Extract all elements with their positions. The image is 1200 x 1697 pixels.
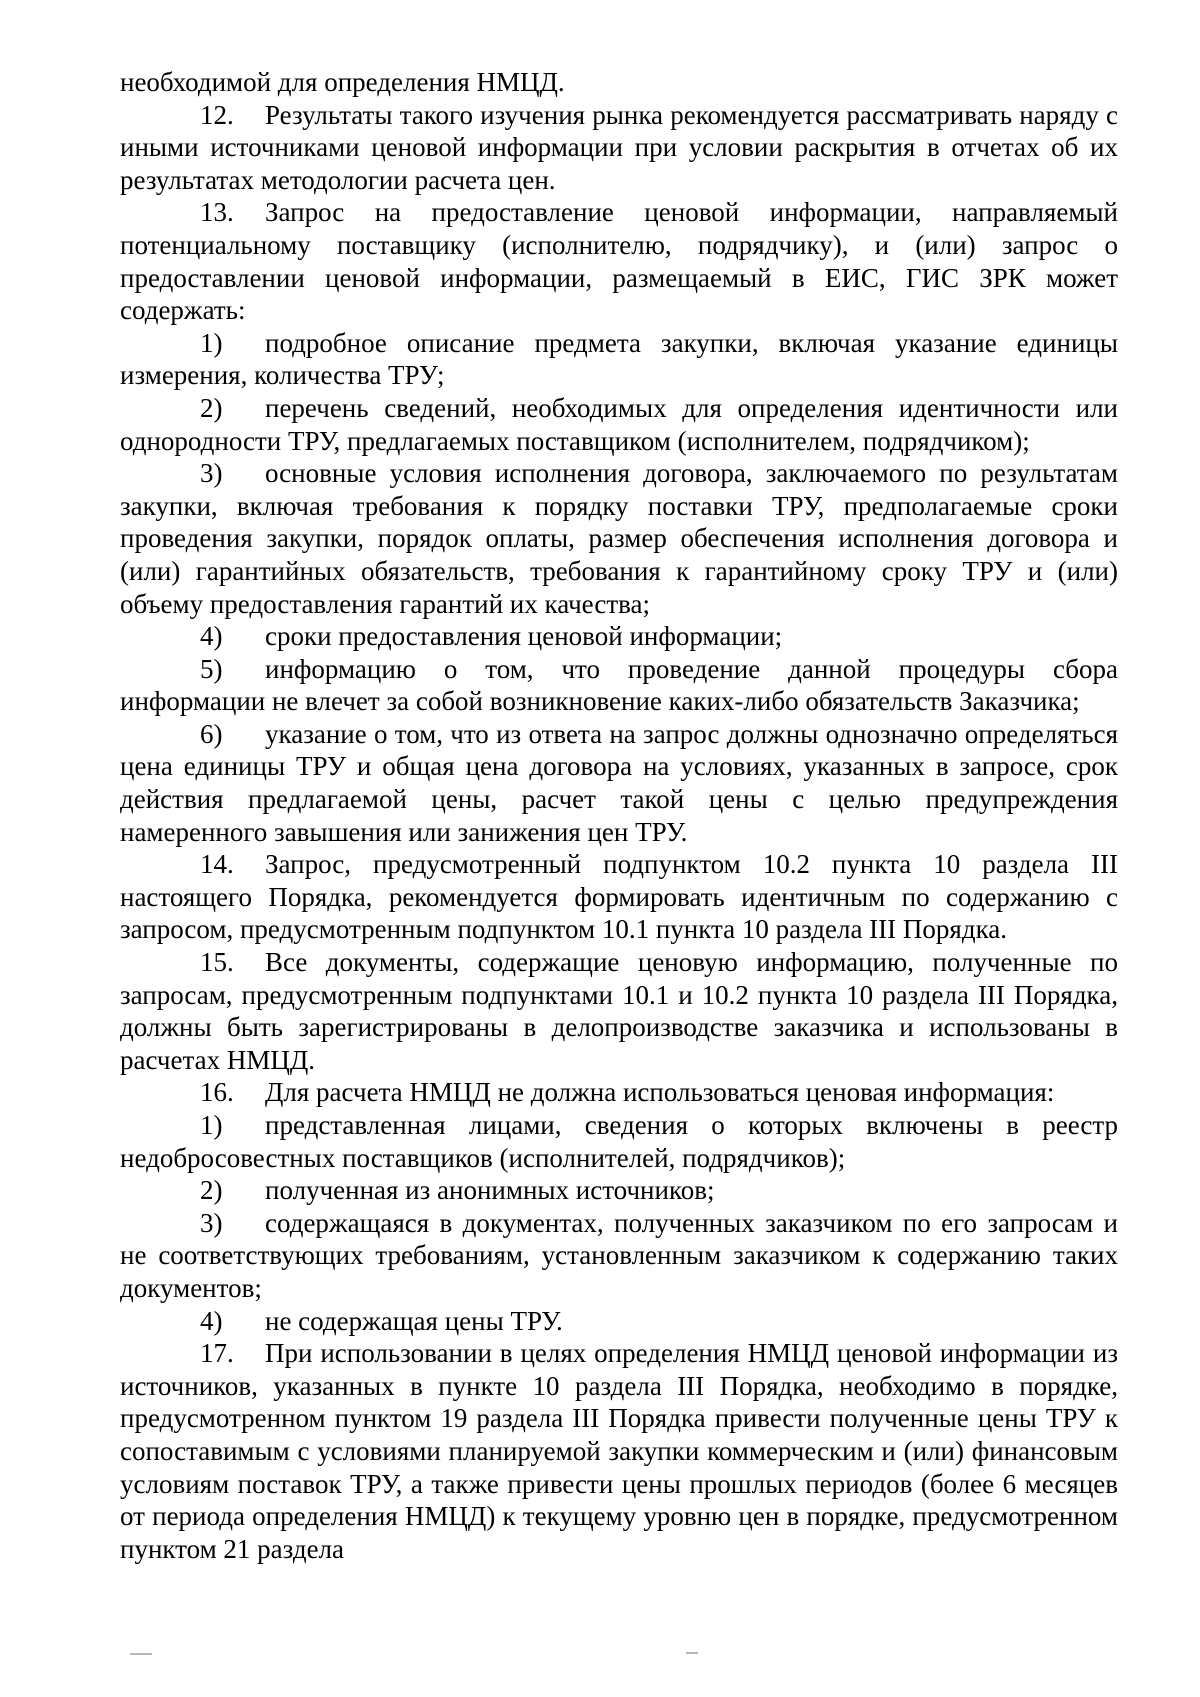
paragraph-number: 12. [200, 99, 234, 130]
list-item-16-3 [120, 1207, 1118, 1305]
list-item-number: 6) [200, 718, 223, 749]
list-item-number: 2) [200, 392, 223, 423]
list-item-13-5 [120, 653, 1118, 718]
list-item-text: информацию о том, что проведение данной процедуры сбора информации не влечет за собой возникновение каких-либо обязательств Заказчика; [120, 653, 1118, 717]
paragraph-text: При использовании в целях определения НМЦД ценовой информации из источников, указанных в пункте 10 раздела III Порядка, необходимо в порядке, предусмотренном пунктом 19 раздела III Порядка привести полученные цены ТРУ к сопоставимым с условиями планируемой закупки коммерческим и (или) финансовым условиям поставок ТРУ, а также привести цены прошлых периодов (более 6 месяцев от периода определения НМЦД) к текущему уровню цен в порядке, предусмотренном пунктом 21 раздела [120, 1338, 1118, 1564]
list-item-text: сроки предоставления ценовой информации; [265, 621, 783, 652]
list-item-number: 4) [200, 1305, 223, 1336]
paragraph-15 [120, 946, 1118, 1076]
paragraph-12 [120, 99, 1118, 197]
list-item-text: содержащаяся в документах, полученных заказчиком по его запросам и не соответствующих требованиям, установленным заказчиком к содержанию таких документов; [120, 1207, 1118, 1303]
list-item-16-1 [120, 1109, 1118, 1174]
list-item-text: подробное описание предмета закупки, включая указание единицы измерения, количества ТРУ; [120, 327, 1118, 391]
document-page [120, 66, 1118, 1565]
paragraph-14 [120, 848, 1118, 946]
paragraph-text: Результаты такого изучения рынка рекомендуется рассматривать наряду с иными источниками ценовой информации при условии раскрытия в отчетах об их результатах методологии расчета цен. [120, 99, 1118, 195]
list-item-text: полученная из анонимных источников; [265, 1175, 715, 1206]
paragraph-text: необходимой для определения НМЦД. [120, 67, 565, 97]
list-item-number: 1) [200, 327, 223, 358]
paragraph-17 [120, 1337, 1118, 1565]
scan-artifact-mark [130, 1653, 152, 1655]
list-item-13-1 [120, 327, 1118, 392]
paragraph-13 [120, 196, 1118, 326]
paragraph-text: Запрос на предоставление ценовой информации, направляемый потенциальному поставщику (исполнителю, подрядчику), и (или) запрос о предоставлении ценовой информации, размещаемый в ЕИС, ГИС ЗРК может содержать: [120, 197, 1118, 326]
list-item-text: перечень сведений, необходимых для определения идентичности или однородности ТРУ, предлагаемых поставщиком (исполнителем, подрядчиком); [120, 392, 1118, 456]
paragraph-text: Для расчета НМЦД не должна использоваться ценовая информация: [265, 1077, 1055, 1108]
list-item-number: 3) [200, 1207, 223, 1238]
list-item-13-3 [120, 457, 1118, 620]
paragraph-16 [120, 1076, 1118, 1109]
list-item-number: 2) [200, 1175, 223, 1206]
paragraph-number: 14. [200, 849, 234, 880]
list-item-16-2 [120, 1174, 1118, 1207]
list-item-13-2 [120, 392, 1118, 457]
list-item-16-4 [120, 1305, 1118, 1338]
list-item-text: указание о том, что из ответа на запрос должны однозначно определяться цена единицы ТРУ и общая цена договора на условиях, указанных в запросе, срок действия предлагаемой цены, расчет такой цены с целью предупреждения намеренного завышения или занижения цен ТРУ. [120, 718, 1118, 847]
list-item-number: 3) [200, 458, 223, 489]
list-item-number: 5) [200, 653, 223, 684]
paragraph-number: 15. [200, 947, 234, 978]
list-item-text: представленная лицами, сведения о которых включены в реестр недобросовестных поставщиков (исполнителей, подрядчиков); [120, 1110, 1118, 1173]
paragraph-text: Все документы, содержащие ценовую информацию, полученные по запросам, предусмотренным подпунктами 10.1 и 10.2 пункта 10 раздела III Порядка, должны быть зарегистрированы в делопроизводстве заказчика и использованы в расчетах НМЦД. [120, 947, 1118, 1075]
paragraph-number: 16. [200, 1077, 234, 1108]
list-item-13-6 [120, 718, 1118, 848]
list-item-number: 1) [200, 1110, 223, 1140]
paragraph-number: 17. [200, 1338, 234, 1369]
list-item-13-4 [120, 620, 1118, 653]
scan-artifact-mark [686, 1652, 698, 1654]
list-item-number: 4) [200, 621, 223, 652]
paragraph-text: Запрос, предусмотренный подпунктом 10.2 пункта 10 раздела III настоящего Порядка, рекомендуется формировать идентичным по содержанию с запросом, предусмотренным подпунктом 10.1 пункта 10 раздела III Порядка. [120, 849, 1118, 945]
paragraph-continuation [120, 66, 1118, 99]
list-item-text: основные условия исполнения договора, заключаемого по результатам закупки, включая требования к порядку поставки ТРУ, предполагаемые сроки проведения закупки, порядок оплаты, размер обеспечения исполнения договора и (или) гарантийных обязательств, требования к гарантийному сроку ТРУ и (или) объему предоставления гарантий их качества; [120, 458, 1118, 619]
list-item-text: не содержащая цены ТРУ. [265, 1305, 563, 1336]
paragraph-number: 13. [200, 197, 234, 228]
